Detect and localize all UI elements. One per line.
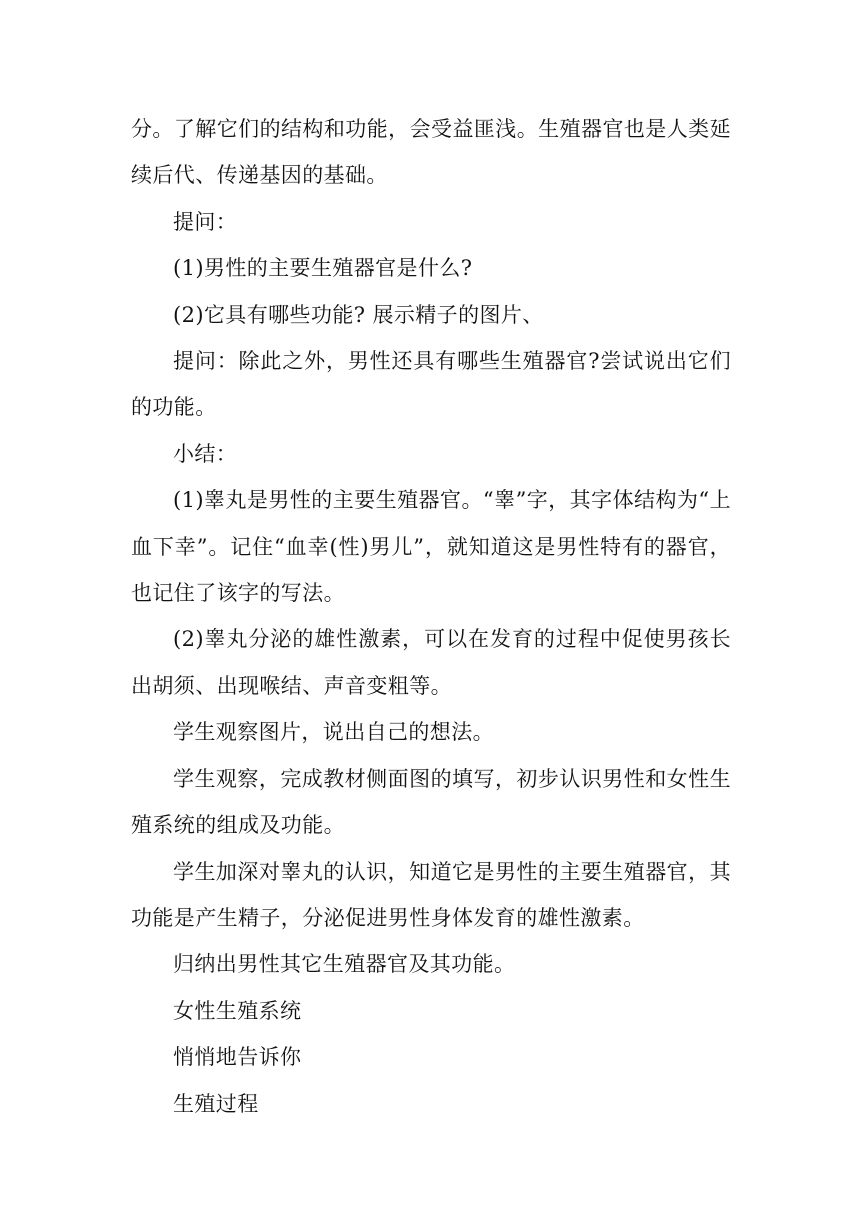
document-body (131, 106, 731, 1127)
heading-female-system: 女性生殖系统 (173, 998, 302, 1023)
paragraph-summary-label: 小结： (173, 441, 238, 466)
paragraph-summary-2: (2)睾丸分泌的雄性激素，可以在发育的过程中促使男孩长出胡须、出现喉结、声音变粗等。 (131, 627, 731, 698)
paragraph-question-label: 提问： (173, 209, 238, 234)
heading-reproduction-process: 生殖过程 (173, 1091, 259, 1116)
paragraph-question-2: (2)它具有哪些功能? 展示精子的图片、 (173, 302, 544, 327)
paragraph-question-other-organs: 提问：除此之外，男性还具有哪些生殖器官?尝试说出它们的功能。 (131, 349, 731, 420)
paragraph-student-deepen: 学生加深对睾丸的认识，知道它是男性的主要生殖器官，其功能是产生精子，分泌促进男性身体发育的雄性激素。 (131, 859, 731, 930)
heading-quietly-tell-you: 悄悄地告诉你 (173, 1045, 302, 1070)
paragraph-student-observe-picture: 学生观察图片，说出自己的想法。 (173, 720, 494, 745)
paragraph-summary-1: (1)睾丸是男性的主要生殖器官。“睾”字，其字体结构为“上血下幸”。记住“血幸(性)男儿”，就知道这是男性特有的器官，也记住了该字的写法。 (131, 488, 731, 606)
paragraph-continuation: 分。了解它们的结构和功能，会受益匪浅。生殖器官也是人类延续后代、传递基因的基础。 (131, 117, 731, 188)
paragraph-summarize-organs: 归纳出男性其它生殖器官及其功能。 (173, 952, 516, 977)
paragraph-student-complete-figure: 学生观察，完成教材侧面图的填写，初步认识男性和女性生殖系统的组成及功能。 (131, 766, 731, 838)
paragraph-question-1: (1)男性的主要生殖器官是什么? (173, 256, 473, 281)
